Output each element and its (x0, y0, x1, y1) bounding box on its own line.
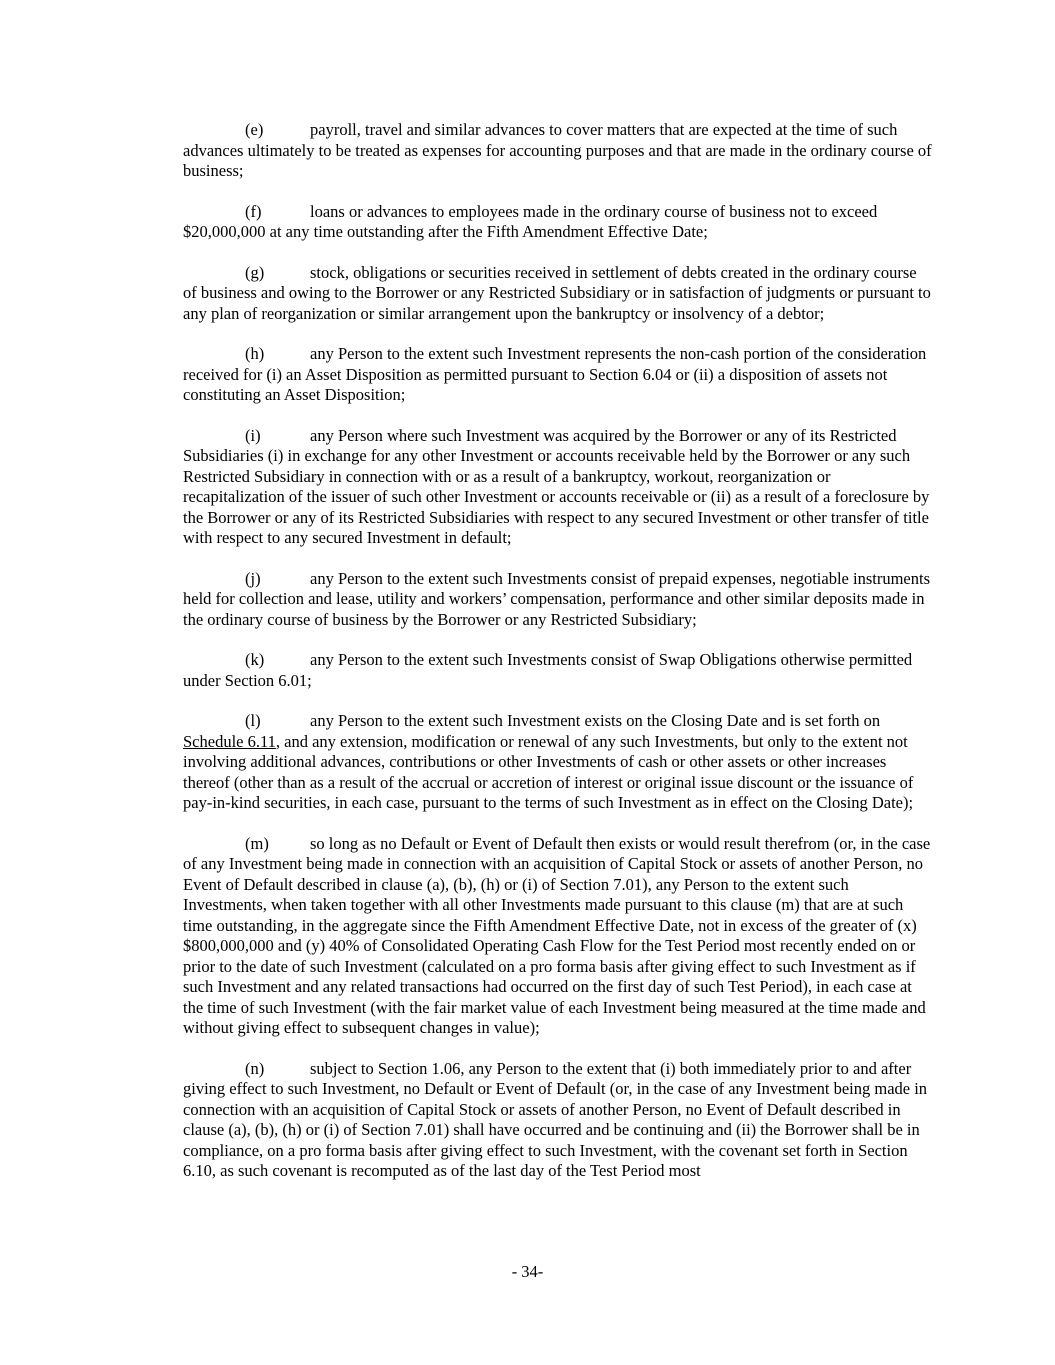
clause-text: any Person to the extent such Investments consist of prepaid expenses, negotiable instruments held for collection and lease, utility and workers’ compensation, performance and other similar deposits made in the ordinary course of business by the Borrower or any Restricted Subsidiary; (183, 568, 930, 629)
document-body (183, 120, 933, 1202)
clause-text: so long as no Default or Event of Default then exists or would result therefrom (or, in the case of any Investment being made in connection with an acquisition of Capital Stock or assets of another Person, no Event of Default described in clause (a), (b), (h) or (i) of Section 7.01), any Person to the extent such Investments, when taken together with all other Investments made pursuant to this clause (m) that are at such time outstanding, in the aggregate since the Fifth Amendment Effective Date, not in excess of the greater of (x) $800,000,000 and (y) 40% of Consolidated Operating Cash Flow for the Test Period most recently ended on or prior to the date of such Investment (calculated on a pro forma basis after giving effect to such Investment as if such Investment and any related transactions had occurred on the first day of such Test Period), in each case at the time of such Investment (with the fair market value of each Investment being measured at the time made and without giving effect to subsequent changes in value); (183, 833, 931, 1037)
clause-text: subject to Section 1.06, any Person to the extent that (i) both immediately prior to and after giving effect to such Investment, no Default or Event of Default (or, in the case of any Investment being made in connection with an acquisition of Capital Stock or assets of another Person, no Event of Default described in clause (a), (b), (h) or (i) of Section 7.01) shall have occurred and be continuing and (ii) the Borrower shall be in compliance, on a pro forma basis after giving effect to such Investment, with the covenant set forth in Section 6.10, as such covenant is recomputed as of the last day of the Test Period most (183, 1058, 928, 1180)
clause-text: , and any extension, modification or renewal of any such Investments, but only to the extent not involving additional advances, contributions or other Investments of cash or other assets or other increases thereof (other than as a result of the accrual or accretion of interest or original issue discount or the issuance of pay-in-kind securities, in each case, pursuant to the terms of such Investment as in effect on the Closing Date); (183, 731, 914, 812)
clause-text: any Person to the extent such Investments consist of Swap Obligations otherwise permitted under Section 6.01; (183, 650, 913, 690)
clause-paragraph-g (183, 263, 933, 325)
clause-text: any Person to the extent such Investment exists on the Closing Date and is set forth on (310, 711, 881, 730)
clause-label: (i) (245, 425, 261, 445)
clause-text: payroll, travel and similar advances to cover matters that are expected at the time of such advances ultimately to be treated as expenses for accounting purposes and that are made in the ordinary course of business; (183, 120, 932, 180)
clause-paragraph-j (183, 569, 933, 631)
clause-label: (j) (245, 568, 261, 588)
clause-paragraph-h (183, 344, 933, 406)
clause-label: (f) (245, 201, 262, 221)
clause-paragraph-i (183, 426, 933, 549)
clause-label: (n) (245, 1058, 265, 1078)
clause-paragraph-m (183, 834, 933, 1039)
clause-text: stock, obligations or securities received in settlement of debts created in the ordinary course of business and owing to the Borrower or any Restricted Subsidiary or in satisfaction of judgments or pursuant to any plan of reorganization or similar arrangement upon the bankruptcy or insolvency of a debtor; (183, 262, 931, 323)
clause-paragraph-l (183, 711, 933, 814)
clause-label: (h) (245, 344, 265, 363)
clause-label: (g) (245, 262, 265, 282)
clause-paragraph-n (183, 1059, 933, 1182)
clause-paragraph-e (183, 120, 933, 182)
clause-text: any Person to the extent such Investment represents the non-cash portion of the consideration received for (i) an Asset Disposition as permitted pursuant to Section 6.04 or (ii) a disposition of assets not constituting an Asset Disposition; (183, 344, 927, 404)
clause-label: (m) (245, 833, 269, 853)
schedule-reference: Schedule 6.11 (183, 731, 276, 751)
clause-label: (e) (245, 120, 264, 139)
clause-paragraph-f (183, 202, 933, 243)
clause-label: (k) (245, 650, 265, 669)
page-number: - 34- (511, 1262, 544, 1281)
clause-text: loans or advances to employees made in the ordinary course of business not to exceed $20,000,000 at any time outstanding after the Fifth Amendment Effective Date; (183, 201, 878, 241)
clause-label: (l) (245, 711, 261, 730)
clause-paragraph-k (183, 650, 933, 691)
clause-text: any Person where such Investment was acquired by the Borrower or any of its Restricted Subsidiaries (i) in exchange for any other Investment or accounts receivable held by the Borrower or any such Restricted Subsidiary in connection with or as a result of a bankruptcy, workout, reorganization or recapitalization of the issuer of such other Investment or accounts receivable or (ii) as a result of a foreclosure by the Borrower or any of its Restricted Subsidiaries with respect to any secured Investment or other transfer of title with respect to any secured Investment in default; (183, 425, 930, 547)
